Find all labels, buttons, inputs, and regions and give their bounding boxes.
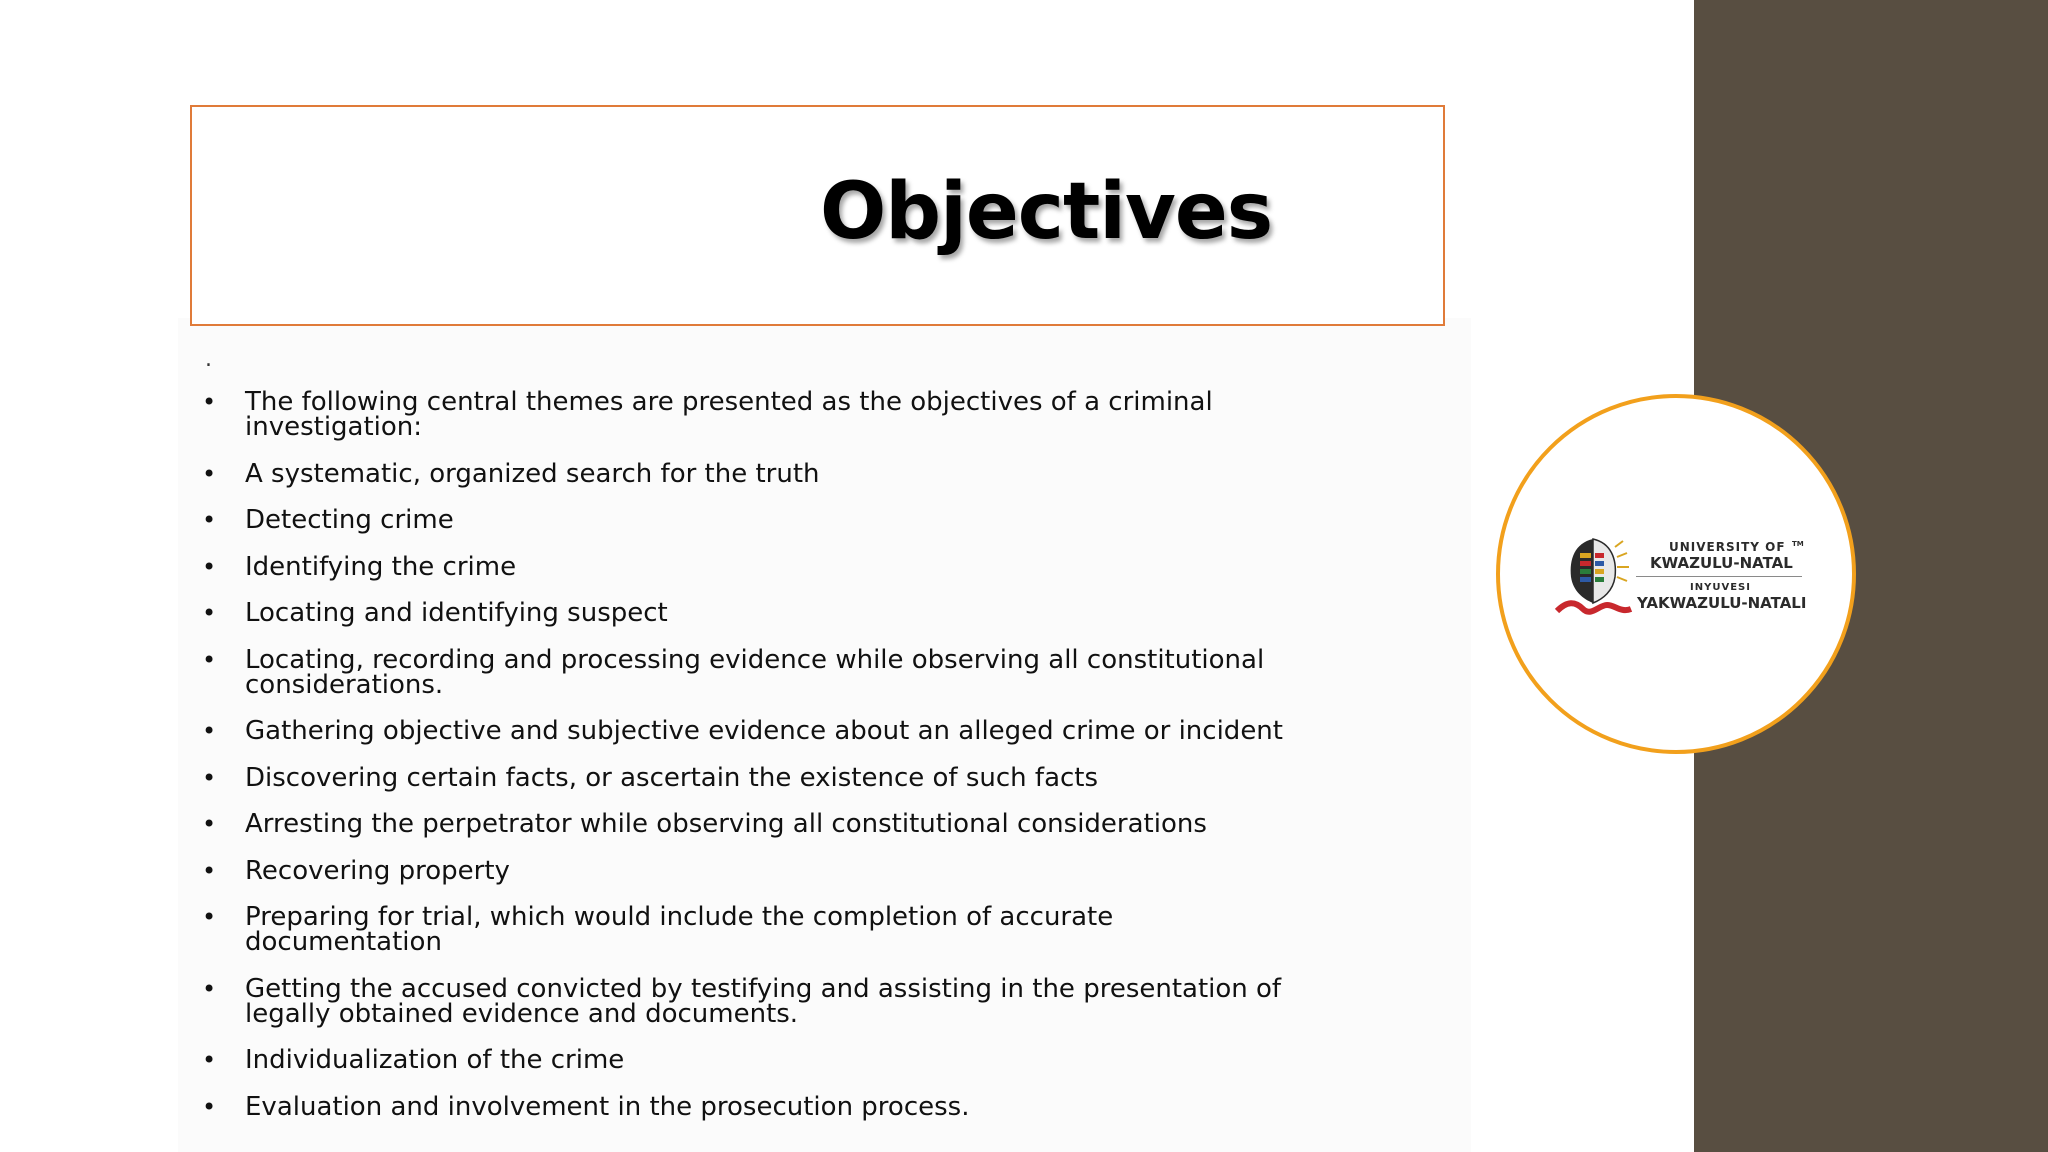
list-item: • Arresting the perpetrator while observing all constitutional considerations [198, 812, 1318, 837]
list-item: • Locating and identifying suspect [198, 601, 1318, 626]
list-item: • Recovering property [198, 859, 1318, 884]
list-item: • Preparing for trial, which would include the completion of accurate documentation [198, 905, 1318, 955]
list-item: • Discovering certain facts, or ascertain the existence of such facts [198, 766, 1318, 791]
list-item: • A systematic, organized search for the truth [198, 462, 1318, 487]
ukzn-shield-icon [1553, 533, 1633, 617]
slide-title: Objectives [820, 167, 1273, 257]
logo-text-kwazulu-natal: KWAZULU-NATAL [1650, 554, 1793, 572]
list-item: • Detecting crime [198, 508, 1318, 533]
list-item: • Getting the accused convicted by testifying and assisting in the presentation of legally obtained evidence and documents. [198, 977, 1318, 1027]
logo-circle [1496, 394, 1856, 754]
list-item: • The following central themes are presented as the objectives of a criminal investigation: [198, 390, 1318, 440]
list-item: • Individualization of the crime [198, 1048, 1318, 1073]
list-item: • Identifying the crime [198, 555, 1318, 580]
logo-text-university-of: UNIVERSITY OF [1669, 540, 1786, 554]
list-item: • Locating, recording and processing evidence while observing all constitutional considerations. [198, 648, 1318, 698]
list-item: • Gathering objective and subjective evidence about an alleged crime or incident [198, 719, 1318, 744]
logo-divider [1636, 576, 1802, 577]
logo-text-yakwazulu-natali: YAKWAZULU-NATALI [1637, 594, 1807, 612]
logo-text-inyuvesi: INYUVESI [1690, 582, 1751, 593]
stray-mark: . [205, 347, 212, 372]
list-item: • Evaluation and involvement in the prosecution process. [198, 1095, 1318, 1120]
objectives-list [198, 387, 1318, 1141]
logo-trademark: TM [1792, 540, 1804, 548]
